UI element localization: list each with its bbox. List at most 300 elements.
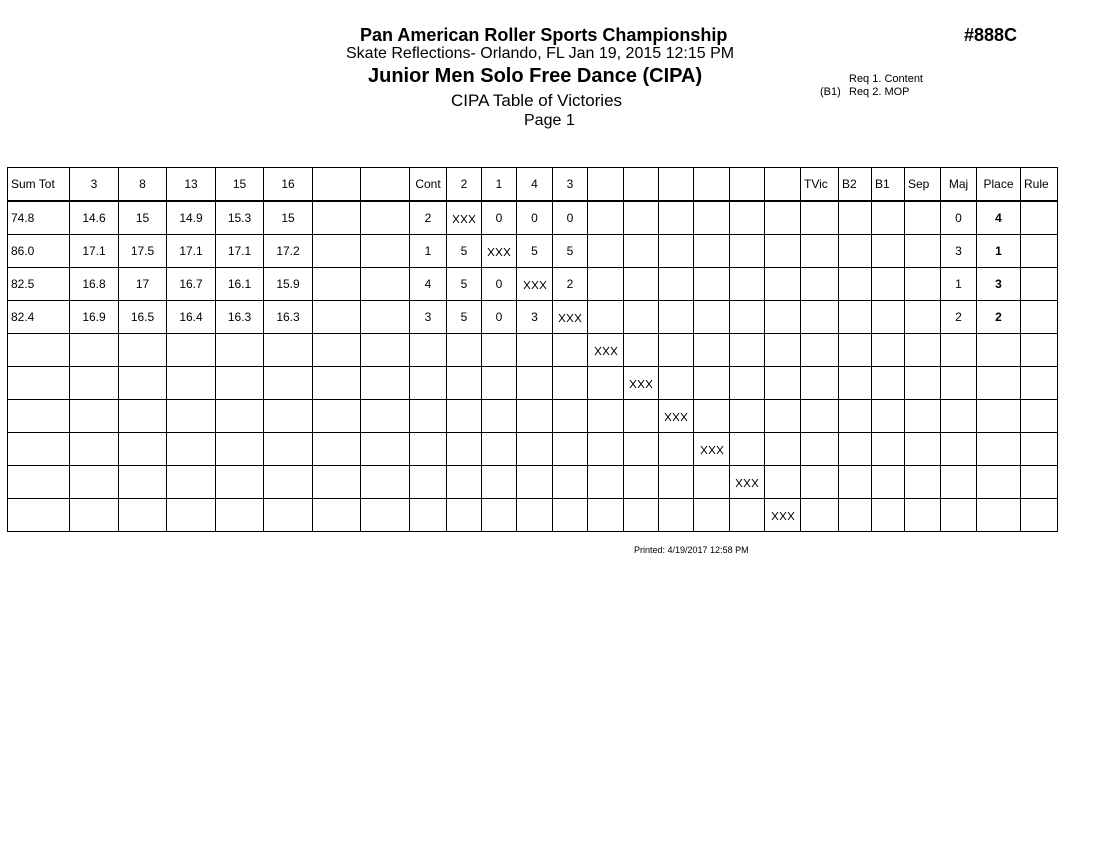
table-cell — [872, 433, 905, 466]
table-cell: 16.3 — [216, 301, 264, 334]
table-cell — [410, 367, 447, 400]
table-cell — [659, 301, 694, 334]
table-row — [8, 367, 1058, 400]
table-cell — [839, 400, 872, 433]
table-cell — [8, 466, 70, 499]
table-cell — [694, 301, 730, 334]
table-cell — [801, 301, 839, 334]
table-cell — [313, 499, 361, 532]
table-cell — [1021, 301, 1058, 334]
column-header — [694, 168, 730, 202]
table-cell — [872, 301, 905, 334]
table-cell — [659, 367, 694, 400]
crossed-cell-mark — [452, 214, 476, 224]
table-cell: 0 — [482, 201, 517, 235]
table-cell: 1 — [941, 268, 977, 301]
table-cell — [839, 235, 872, 268]
table-cell — [801, 334, 839, 367]
event-title: Junior Men Solo Free Dance (CIPA) — [368, 65, 703, 87]
table-cell: 17.1 — [167, 235, 216, 268]
column-header — [361, 168, 410, 202]
table-cell: 16.7 — [167, 268, 216, 301]
table-cell — [624, 301, 659, 334]
table-cell — [482, 334, 517, 367]
competition-title: Pan American Roller Sports Championship — [360, 25, 728, 45]
table-cell — [659, 235, 694, 268]
table-cell — [905, 201, 941, 235]
requirement-2-tag: (B1) — [820, 86, 841, 98]
table-cell — [410, 433, 447, 466]
table-cell — [659, 268, 694, 301]
table-cell — [801, 201, 839, 235]
table-cell — [482, 235, 517, 268]
crossed-cell-mark — [487, 247, 511, 257]
place-cell — [977, 367, 1021, 400]
table-cell — [517, 400, 553, 433]
table-cell — [1021, 235, 1058, 268]
table-cell — [588, 334, 624, 367]
table-cell: 3 — [517, 301, 553, 334]
table-cell — [801, 235, 839, 268]
column-header — [730, 168, 765, 202]
table-cell — [659, 466, 694, 499]
table-cell — [839, 334, 872, 367]
table-cell — [482, 400, 517, 433]
table-cell — [553, 301, 588, 334]
table-cell: 74.8 — [8, 201, 70, 235]
table-cell — [119, 433, 167, 466]
table-cell — [216, 466, 264, 499]
table-cell — [447, 334, 482, 367]
table-cell — [447, 433, 482, 466]
place-cell: 1 — [977, 235, 1021, 268]
table-row — [8, 334, 1058, 367]
column-header: 2 — [447, 168, 482, 202]
table-cell — [8, 367, 70, 400]
table-cell — [119, 367, 167, 400]
table-cell: 15 — [264, 201, 313, 235]
table-cell — [517, 268, 553, 301]
table-cell: 17.2 — [264, 235, 313, 268]
table-cell — [694, 235, 730, 268]
table-cell — [839, 268, 872, 301]
table-cell — [659, 433, 694, 466]
table-cell — [517, 334, 553, 367]
table-cell — [313, 367, 361, 400]
table-cell — [872, 334, 905, 367]
table-cell: 86.0 — [8, 235, 70, 268]
table-cell — [361, 201, 410, 235]
table-cell — [1021, 334, 1058, 367]
table-cell — [119, 334, 167, 367]
table-cell — [264, 499, 313, 532]
table-cell — [839, 367, 872, 400]
table-cell — [447, 499, 482, 532]
table-cell: 0 — [941, 201, 977, 235]
column-header: B1 — [872, 168, 905, 202]
printed-timestamp: Printed: 4/19/2017 12:58 PM — [634, 545, 749, 555]
table-cell: 5 — [517, 235, 553, 268]
table-cell — [313, 466, 361, 499]
table-cell — [482, 466, 517, 499]
column-header: Maj — [941, 168, 977, 202]
table-cell — [410, 499, 447, 532]
table-cell — [588, 201, 624, 235]
table-cell — [730, 499, 765, 532]
table-cell — [70, 433, 119, 466]
table-cell — [482, 499, 517, 532]
table-cell — [216, 334, 264, 367]
column-header — [765, 168, 801, 202]
table-cell: 15 — [119, 201, 167, 235]
table-cell: 3 — [941, 235, 977, 268]
table-row — [8, 201, 1058, 235]
table-cell — [119, 499, 167, 532]
table-row — [8, 499, 1058, 532]
table-cell — [216, 499, 264, 532]
table-cell — [872, 400, 905, 433]
table-cell — [447, 466, 482, 499]
venue-date-line: Skate Reflections- Orlando, FL Jan 19, 2015 12:15 PM — [346, 45, 735, 62]
table-cell — [1021, 433, 1058, 466]
table-cell — [553, 466, 588, 499]
table-cell — [167, 466, 216, 499]
column-header: TVic — [801, 168, 839, 202]
table-cell — [264, 367, 313, 400]
table-cell — [659, 400, 694, 433]
table-cell — [765, 499, 801, 532]
requirement-2: Req 2. MOP — [849, 86, 910, 98]
page-number: Page 1 — [524, 112, 575, 129]
table-cell — [765, 301, 801, 334]
table-cell: 82.5 — [8, 268, 70, 301]
crossed-cell-mark — [735, 478, 759, 488]
table-cell — [694, 268, 730, 301]
table-cell — [694, 201, 730, 235]
table-cell — [447, 201, 482, 235]
place-cell: 3 — [977, 268, 1021, 301]
place-cell — [977, 334, 1021, 367]
table-cell — [872, 268, 905, 301]
table-cell: 16.9 — [70, 301, 119, 334]
column-header: 16 — [264, 168, 313, 202]
column-header: 13 — [167, 168, 216, 202]
table-cell — [730, 400, 765, 433]
table-cell — [905, 400, 941, 433]
table-row — [8, 433, 1058, 466]
table-cell — [588, 367, 624, 400]
table-cell — [694, 433, 730, 466]
column-header — [588, 168, 624, 202]
crossed-cell-mark — [594, 346, 618, 356]
table-cell — [361, 367, 410, 400]
table-cell — [216, 433, 264, 466]
table-cell — [361, 499, 410, 532]
table-cell — [264, 400, 313, 433]
table-cell — [410, 400, 447, 433]
table-cell — [694, 499, 730, 532]
table-cell — [216, 367, 264, 400]
table-cell — [1021, 201, 1058, 235]
table-cell: 0 — [482, 268, 517, 301]
table-cell — [659, 201, 694, 235]
table-cell — [694, 466, 730, 499]
place-cell: 4 — [977, 201, 1021, 235]
table-cell — [361, 433, 410, 466]
table-cell — [447, 367, 482, 400]
table-cell: 5 — [553, 235, 588, 268]
table-cell — [872, 367, 905, 400]
table-cell — [70, 466, 119, 499]
table-cell — [941, 400, 977, 433]
table-cell — [517, 466, 553, 499]
column-header: Rule — [1021, 168, 1058, 202]
table-cell — [264, 433, 313, 466]
table-cell — [730, 367, 765, 400]
table-cell — [624, 499, 659, 532]
place-cell: 2 — [977, 301, 1021, 334]
table-cell — [588, 301, 624, 334]
table-cell — [588, 400, 624, 433]
table-cell — [588, 235, 624, 268]
crossed-cell-mark — [771, 511, 795, 521]
table-cell — [872, 466, 905, 499]
table-cell — [216, 400, 264, 433]
table-cell: 2 — [410, 201, 447, 235]
table-cell — [1021, 466, 1058, 499]
table-cell — [765, 235, 801, 268]
table-cell — [765, 400, 801, 433]
table-cell — [167, 499, 216, 532]
table-cell — [765, 433, 801, 466]
table-cell — [730, 334, 765, 367]
table-cell: 17 — [119, 268, 167, 301]
table-cell — [765, 334, 801, 367]
table-cell — [730, 235, 765, 268]
column-header: 3 — [70, 168, 119, 202]
table-cell — [905, 367, 941, 400]
table-cell — [361, 301, 410, 334]
column-header: Sum Tot — [8, 168, 70, 202]
table-cell — [905, 433, 941, 466]
table-cell — [839, 466, 872, 499]
table-cell: 15.3 — [216, 201, 264, 235]
column-header — [624, 168, 659, 202]
table-cell — [801, 466, 839, 499]
table-cell — [482, 367, 517, 400]
table-cell: 0 — [553, 201, 588, 235]
table-cell — [517, 433, 553, 466]
table-cell — [624, 235, 659, 268]
table-cell — [730, 201, 765, 235]
table-cell — [872, 499, 905, 532]
column-header: 1 — [482, 168, 517, 202]
table-cell — [905, 268, 941, 301]
table-cell — [553, 499, 588, 532]
table-cell — [905, 235, 941, 268]
table-cell — [941, 466, 977, 499]
column-header — [659, 168, 694, 202]
table-cell — [8, 433, 70, 466]
table-row — [8, 235, 1058, 268]
table-cell: 5 — [447, 301, 482, 334]
table-cell — [313, 301, 361, 334]
crossed-cell-mark — [523, 280, 547, 290]
table-cell: 16.4 — [167, 301, 216, 334]
table-cell — [313, 268, 361, 301]
table-cell — [1021, 400, 1058, 433]
table-cell — [167, 367, 216, 400]
table-cell — [361, 268, 410, 301]
table-cell — [361, 235, 410, 268]
place-cell — [977, 433, 1021, 466]
table-cell — [694, 400, 730, 433]
table-cell — [659, 334, 694, 367]
table-cell — [70, 400, 119, 433]
table-name: CIPA Table of Victories — [451, 91, 623, 110]
table-cell — [659, 499, 694, 532]
table-cell — [8, 400, 70, 433]
table-cell — [361, 334, 410, 367]
table-cell — [941, 433, 977, 466]
table-cell — [482, 433, 517, 466]
table-cell — [517, 367, 553, 400]
table-cell — [119, 400, 167, 433]
table-cell: 16.1 — [216, 268, 264, 301]
table-cell: 14.6 — [70, 201, 119, 235]
column-header: 15 — [216, 168, 264, 202]
table-cell — [839, 301, 872, 334]
table-cell — [905, 334, 941, 367]
table-row — [8, 466, 1058, 499]
table-cell — [361, 400, 410, 433]
table-cell — [410, 334, 447, 367]
table-cell — [941, 334, 977, 367]
table-cell — [941, 367, 977, 400]
crossed-cell-mark — [629, 379, 653, 389]
table-cell — [1021, 367, 1058, 400]
table-cell — [410, 466, 447, 499]
table-cell — [801, 499, 839, 532]
table-cell — [264, 334, 313, 367]
table-cell — [70, 334, 119, 367]
table-cell: 4 — [410, 268, 447, 301]
table-cell — [905, 499, 941, 532]
table-cell — [264, 466, 313, 499]
table-cell — [839, 201, 872, 235]
place-cell — [977, 466, 1021, 499]
table-cell: 14.9 — [167, 201, 216, 235]
column-header: 8 — [119, 168, 167, 202]
report-id: #888C — [964, 25, 1018, 45]
table-cell — [361, 466, 410, 499]
table-cell — [1021, 499, 1058, 532]
column-header: Sep — [905, 168, 941, 202]
table-cell — [553, 367, 588, 400]
table-cell: 16.8 — [70, 268, 119, 301]
table-cell — [313, 334, 361, 367]
table-cell — [765, 466, 801, 499]
table-cell — [167, 400, 216, 433]
table-cell: 16.5 — [119, 301, 167, 334]
table-cell — [553, 400, 588, 433]
column-header: Place — [977, 168, 1021, 202]
table-cell — [167, 334, 216, 367]
table-cell — [730, 466, 765, 499]
table-row — [8, 400, 1058, 433]
table-cell — [624, 367, 659, 400]
table-cell — [801, 268, 839, 301]
table-cell — [839, 499, 872, 532]
crossed-cell-mark — [664, 412, 688, 422]
table-cell — [313, 235, 361, 268]
table-cell — [553, 433, 588, 466]
table-cell — [730, 433, 765, 466]
table-cell — [553, 334, 588, 367]
table-cell — [765, 268, 801, 301]
table-cell — [624, 433, 659, 466]
table-cell — [624, 466, 659, 499]
table-cell: 17.1 — [216, 235, 264, 268]
victories-table — [7, 167, 1058, 532]
column-header: 3 — [553, 168, 588, 202]
place-cell — [977, 499, 1021, 532]
table-cell — [624, 201, 659, 235]
table-cell — [588, 499, 624, 532]
requirement-1: Req 1. Content — [849, 73, 923, 85]
table-cell — [8, 499, 70, 532]
table-cell — [765, 367, 801, 400]
crossed-cell-mark — [558, 313, 582, 323]
column-header: 4 — [517, 168, 553, 202]
table-cell — [70, 499, 119, 532]
table-cell: 5 — [447, 268, 482, 301]
table-cell — [801, 400, 839, 433]
table-cell — [70, 367, 119, 400]
table-cell — [730, 301, 765, 334]
column-header: B2 — [839, 168, 872, 202]
table-cell: 2 — [553, 268, 588, 301]
table-cell: 0 — [482, 301, 517, 334]
place-cell — [977, 400, 1021, 433]
table-cell: 5 — [447, 235, 482, 268]
table-cell: 82.4 — [8, 301, 70, 334]
table-cell — [765, 201, 801, 235]
table-cell — [801, 433, 839, 466]
table-cell — [313, 433, 361, 466]
table-cell — [872, 235, 905, 268]
table-cell — [872, 201, 905, 235]
table-row — [8, 268, 1058, 301]
table-cell: 16.3 — [264, 301, 313, 334]
table-cell — [8, 334, 70, 367]
table-cell — [941, 499, 977, 532]
table-cell: 2 — [941, 301, 977, 334]
table-cell — [313, 400, 361, 433]
table-cell — [517, 499, 553, 532]
table-cell — [624, 268, 659, 301]
column-header — [313, 168, 361, 202]
table-row — [8, 301, 1058, 334]
table-cell: 17.5 — [119, 235, 167, 268]
table-cell — [119, 466, 167, 499]
table-cell — [694, 367, 730, 400]
table-cell — [801, 367, 839, 400]
table-cell — [624, 400, 659, 433]
table-cell: 1 — [410, 235, 447, 268]
table-cell — [730, 268, 765, 301]
table-cell — [694, 334, 730, 367]
